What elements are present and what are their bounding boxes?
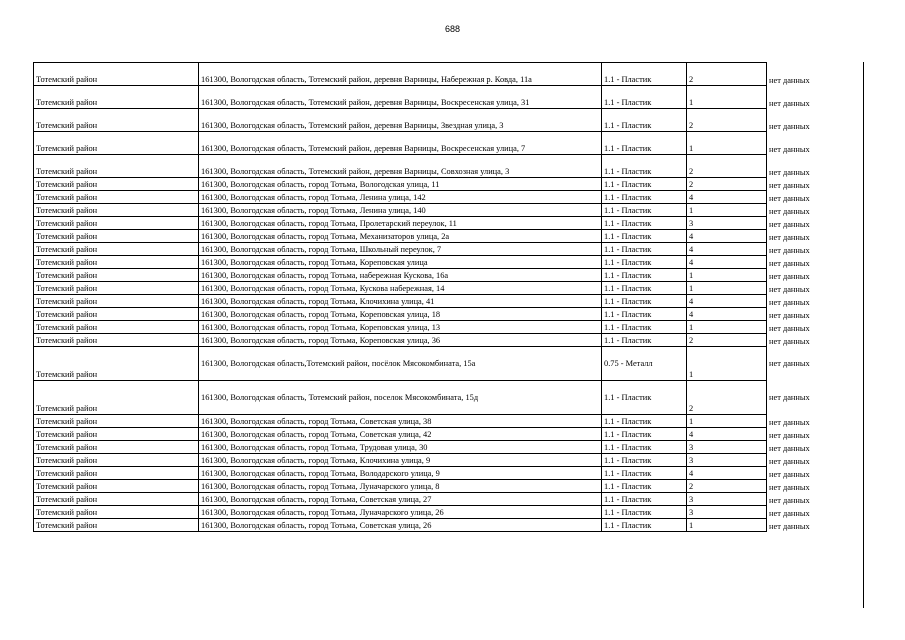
container-type-cell: 1.1 - Пластик — [602, 454, 687, 467]
address-cell: 161300, Вологодская область, город Тотьма, Пролетарский переулок, 11 — [199, 217, 602, 230]
container-count-cell: 3 — [687, 506, 767, 519]
container-count-cell: 2 — [687, 381, 767, 415]
address-cell: 161300, Вологодская область, город Тотьма, Советская улица, 26 — [199, 519, 602, 532]
table-row — [34, 269, 846, 282]
table-row — [34, 381, 846, 415]
container-count-cell: 3 — [687, 493, 767, 506]
table-row — [34, 217, 846, 230]
status-cell: нет данных — [769, 323, 810, 333]
container-type-cell: 1.1 - Пластик — [602, 86, 687, 109]
container-type-cell: 1.1 - Пластик — [602, 519, 687, 532]
district-cell: Тотемский район — [34, 295, 199, 308]
container-count-cell: 1 — [687, 86, 767, 109]
address-cell: 161300, Вологодская область, город Тотьма, Вологодская улица, 11 — [199, 178, 602, 191]
table-row — [34, 506, 846, 519]
container-type-cell: 1.1 - Пластик — [602, 230, 687, 243]
address-cell: 161300, Вологодская область, Тотемский район, деревня Варницы, Воскресенская улица, 31 — [199, 86, 602, 109]
address-cell: 161300, Вологодская область, город Тотьма, Советская улица, 38 — [199, 415, 602, 428]
district-cell: Тотемский район — [34, 86, 199, 109]
address-cell: 161300, Вологодская область, город Тотьма, Кореповская улица, 36 — [199, 334, 602, 347]
district-cell: Тотемский район — [34, 381, 199, 415]
table-row — [34, 321, 846, 334]
district-cell: Тотемский район — [34, 480, 199, 493]
container-type-cell: 1.1 - Пластик — [602, 334, 687, 347]
address-cell: 161300, Вологодская область, город Тотьма, Кореповская улица, 18 — [199, 308, 602, 321]
container-type-cell: 1.1 - Пластик — [602, 428, 687, 441]
container-count-cell: 4 — [687, 243, 767, 256]
container-count-cell: 1 — [687, 347, 767, 381]
table-row — [34, 282, 846, 295]
status-cell: нет данных — [769, 193, 810, 203]
container-count-cell: 1 — [687, 132, 767, 155]
status-cell: нет данных — [769, 508, 810, 518]
container-type-cell: 1.1 - Пластик — [602, 415, 687, 428]
status-cell: нет данных — [769, 469, 810, 479]
container-type-cell: 1.1 - Пластик — [602, 243, 687, 256]
table-row — [34, 191, 846, 204]
address-cell: 161300, Вологодская область, город Тотьма, Школьный переулок, 7 — [199, 243, 602, 256]
table-row — [34, 493, 846, 506]
table-row — [34, 480, 846, 493]
district-cell: Тотемский район — [34, 243, 199, 256]
container-count-cell: 2 — [687, 178, 767, 191]
container-count-cell: 4 — [687, 256, 767, 269]
container-type-cell: 1.1 - Пластик — [602, 178, 687, 191]
table-row — [34, 243, 846, 256]
address-cell: 161300, Вологодская область, город Тотьма, Кореповская улица — [199, 256, 602, 269]
container-type-cell: 1.1 - Пластик — [602, 308, 687, 321]
container-type-cell: 1.1 - Пластик — [602, 282, 687, 295]
container-type-cell: 1.1 - Пластик — [602, 480, 687, 493]
status-cell: нет данных — [769, 245, 810, 255]
container-type-cell: 1.1 - Пластик — [602, 441, 687, 454]
district-cell: Тотемский район — [34, 428, 199, 441]
container-type-cell: 1.1 - Пластик — [602, 63, 687, 86]
status-cell: нет данных — [769, 430, 810, 440]
district-cell: Тотемский район — [34, 441, 199, 454]
container-count-cell: 1 — [687, 519, 767, 532]
status-cell: нет данных — [769, 206, 810, 216]
container-count-cell: 4 — [687, 295, 767, 308]
container-count-cell: 1 — [687, 282, 767, 295]
table-row — [34, 334, 846, 347]
address-cell: 161300, Вологодская область, город Тотьма, Советская улица, 27 — [199, 493, 602, 506]
address-cell: 161300, Вологодская область, Тотемский район, поселок Мясокомбината, 15д — [199, 381, 602, 415]
status-cell: нет данных — [769, 75, 810, 85]
table-row — [34, 155, 846, 178]
district-cell: Тотемский район — [34, 347, 199, 381]
status-cell: нет данных — [769, 336, 810, 346]
address-cell: 161300, Вологодская область, город Тотьма, Ленина улица, 140 — [199, 204, 602, 217]
status-cell: нет данных — [769, 271, 810, 281]
status-cell: нет данных — [769, 167, 810, 177]
container-type-cell: 1.1 - Пластик — [602, 132, 687, 155]
address-cell: 161300, Вологодская область, город Тотьма, Луначарского улица, 26 — [199, 506, 602, 519]
container-count-cell: 3 — [687, 454, 767, 467]
address-cell: 161300, Вологодская область, город Тотьма, Володарского улица, 9 — [199, 467, 602, 480]
status-cell: нет данных — [769, 121, 810, 131]
district-cell: Тотемский район — [34, 256, 199, 269]
container-count-cell: 4 — [687, 467, 767, 480]
address-cell: 161300, Вологодская область, город Тотьма, набережная Кускова, 16а — [199, 269, 602, 282]
container-count-cell: 1 — [687, 269, 767, 282]
district-cell: Тотемский район — [34, 415, 199, 428]
table-row — [34, 132, 846, 155]
page-right-rule — [863, 62, 864, 608]
container-count-cell: 4 — [687, 308, 767, 321]
status-cell: нет данных — [769, 456, 810, 466]
container-type-cell: 1.1 - Пластик — [602, 269, 687, 282]
container-type-cell: 1.1 - Пластик — [602, 191, 687, 204]
district-cell: Тотемский район — [34, 204, 199, 217]
container-count-cell: 4 — [687, 191, 767, 204]
container-type-cell: 1.1 - Пластик — [602, 256, 687, 269]
district-cell: Тотемский район — [34, 217, 199, 230]
district-cell: Тотемский район — [34, 519, 199, 532]
table-row — [34, 441, 846, 454]
status-cell: нет данных — [769, 219, 810, 229]
container-type-cell: 1.1 - Пластик — [602, 467, 687, 480]
table-row — [34, 428, 846, 441]
district-cell: Тотемский район — [34, 132, 199, 155]
status-cell: нет данных — [769, 521, 810, 531]
container-type-cell: 1.1 - Пластик — [602, 109, 687, 132]
container-type-cell: 1.1 - Пластик — [602, 217, 687, 230]
status-cell: нет данных — [769, 392, 810, 402]
district-cell: Тотемский район — [34, 191, 199, 204]
container-count-cell: 2 — [687, 63, 767, 86]
container-count-cell: 2 — [687, 480, 767, 493]
container-count-cell: 1 — [687, 321, 767, 334]
table-row — [34, 109, 846, 132]
table-row — [34, 454, 846, 467]
container-count-cell: 4 — [687, 428, 767, 441]
status-cell: нет данных — [769, 417, 810, 427]
address-cell: 161300, Вологодская область, город Тотьма, Ленина улица, 142 — [199, 191, 602, 204]
status-cell: нет данных — [769, 310, 810, 320]
address-cell: 161300, Вологодская область, город Тотьма, Кореповская улица, 13 — [199, 321, 602, 334]
address-cell: 161300, Вологодская область, Тотемский район, деревня Варницы, Звездная улица, 3 — [199, 109, 602, 132]
district-cell: Тотемский район — [34, 454, 199, 467]
container-count-cell: 2 — [687, 155, 767, 178]
container-count-cell: 3 — [687, 441, 767, 454]
status-cell: нет данных — [769, 258, 810, 268]
table-row — [34, 256, 846, 269]
address-cell: 161300, Вологодская область, город Тотьма, Луначарского улица, 8 — [199, 480, 602, 493]
district-cell: Тотемский район — [34, 506, 199, 519]
container-count-cell: 2 — [687, 109, 767, 132]
table-row — [34, 467, 846, 480]
table-body — [34, 63, 846, 532]
status-cell: нет данных — [769, 98, 810, 108]
status-cell: нет данных — [769, 443, 810, 453]
address-cell: 161300, Вологодская область, Тотемский район, деревня Варницы, Набережная р. Ковда, 11а — [199, 63, 602, 86]
status-cell: нет данных — [769, 284, 810, 294]
page-number: 688 — [444, 24, 461, 34]
district-cell: Тотемский район — [34, 178, 199, 191]
table-row — [34, 308, 846, 321]
container-type-cell: 1.1 - Пластик — [602, 155, 687, 178]
status-cell: нет данных — [769, 180, 810, 190]
status-cell: нет данных — [769, 297, 810, 307]
district-cell: Тотемский район — [34, 230, 199, 243]
status-cell: нет данных — [769, 482, 810, 492]
address-cell: 161300, Вологодская область,Тотемский район, посёлок Мясокомбината, 15а — [199, 347, 602, 381]
address-cell: 161300, Вологодская область, город Тотьма, Кускова набережная, 14 — [199, 282, 602, 295]
container-type-cell: 1.1 - Пластик — [602, 204, 687, 217]
table-row — [34, 86, 846, 109]
table-row — [34, 519, 846, 532]
address-cell: 161300, Вологодская область, город Тотьма, Механизаторов улица, 2а — [199, 230, 602, 243]
district-cell: Тотемский район — [34, 109, 199, 132]
address-cell: 161300, Вологодская область, город Тотьма, Трудовая улица, 30 — [199, 441, 602, 454]
status-cell: нет данных — [769, 358, 810, 368]
address-cell: 161300, Вологодская область, Тотемский район, деревня Варницы, Воскресенская улица, 7 — [199, 132, 602, 155]
container-type-cell: 0.75 - Металл — [602, 347, 687, 381]
container-count-cell: 1 — [687, 415, 767, 428]
district-cell: Тотемский район — [34, 308, 199, 321]
district-cell: Тотемский район — [34, 63, 199, 86]
table-row — [34, 415, 846, 428]
district-cell: Тотемский район — [34, 493, 199, 506]
container-count-cell: 3 — [687, 217, 767, 230]
status-cell: нет данных — [769, 232, 810, 242]
district-cell: Тотемский район — [34, 467, 199, 480]
address-cell: 161300, Вологодская область, город Тотьма, Советская улица, 42 — [199, 428, 602, 441]
container-type-cell: 1.1 - Пластик — [602, 381, 687, 415]
address-cell: 161300, Вологодская область, город Тотьма, Клочихина улица, 41 — [199, 295, 602, 308]
district-cell: Тотемский район — [34, 334, 199, 347]
district-cell: Тотемский район — [34, 282, 199, 295]
table-row — [34, 295, 846, 308]
container-count-cell: 1 — [687, 204, 767, 217]
address-cell: 161300, Вологодская область, город Тотьма, Клочихина улица, 9 — [199, 454, 602, 467]
container-type-cell: 1.1 - Пластик — [602, 506, 687, 519]
container-sites-table — [33, 62, 846, 532]
district-cell: Тотемский район — [34, 269, 199, 282]
status-cell: нет данных — [769, 144, 810, 154]
container-type-cell: 1.1 - Пластик — [602, 295, 687, 308]
district-cell: Тотемский район — [34, 321, 199, 334]
container-type-cell: 1.1 - Пластик — [602, 493, 687, 506]
table-row — [34, 230, 846, 243]
container-count-cell: 2 — [687, 334, 767, 347]
container-count-cell: 4 — [687, 230, 767, 243]
table-row — [34, 347, 846, 381]
table-row — [34, 63, 846, 86]
district-cell: Тотемский район — [34, 155, 199, 178]
container-type-cell: 1.1 - Пластик — [602, 321, 687, 334]
status-cell: нет данных — [769, 495, 810, 505]
table-row — [34, 178, 846, 191]
table-row — [34, 204, 846, 217]
address-cell: 161300, Вологодская область, Тотемский район, деревня Варницы, Совхозная улица, 3 — [199, 155, 602, 178]
